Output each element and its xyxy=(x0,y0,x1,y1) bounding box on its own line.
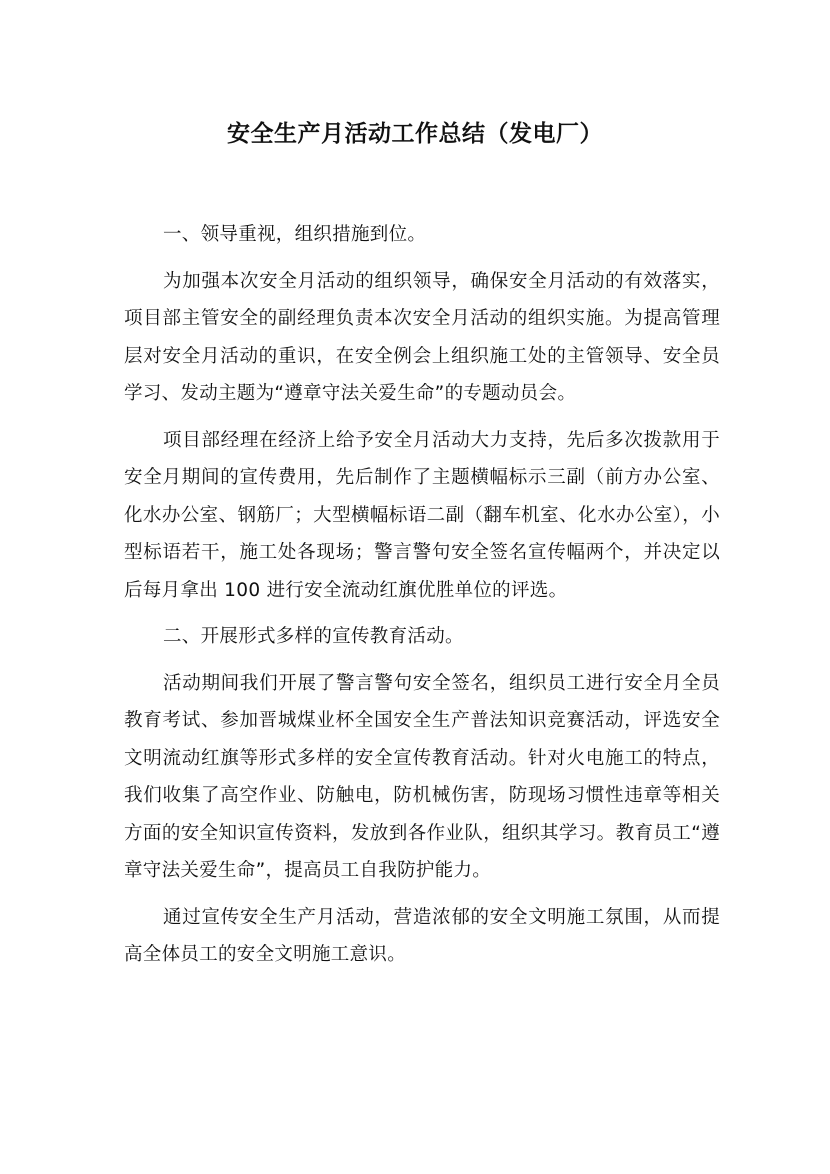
paragraph: 为加强本次安全月活动的组织领导，确保安全月活动的有效落实，项目部主管安全的副经理负责本次安全月活动的组织实施。为提高管理层对安全月活动的重识，在安全例会上组织施工处的主管领导、安全员学习、发动主题为“遵章守法关爱生命”的专题动员会。 xyxy=(124,270,720,404)
paragraph: 活动期间我们开展了警言警句安全签名，组织员工进行安全月全员教育考试、参加晋城煤业杯全国安全生产普法知识竞赛活动，评选安全文明流动红旗等形式多样的安全宣传教育活动。针对火电施工的特点，我们收集了高空作业、防触电，防机械伤害，防现场习惯性违章等相关方面的安全知识宣传资料，发放到各作业队，组织其学习。教育员工“遵章守法关爱生命”，提高员工自我防护能力。 xyxy=(124,672,720,881)
paragraph: 通过宣传安全生产月活动，营造浓郁的安全文明施工氛围，从而提高全体员工的安全文明施工意识。 xyxy=(124,906,720,965)
section-heading-1: 一、领导重视，组织措施到位。 xyxy=(163,224,427,245)
section-heading-2: 二、开展形式多样的宣传教育活动。 xyxy=(163,626,464,647)
document-body xyxy=(124,216,720,983)
document-title: 安全生产月活动工作总结（发电厂） xyxy=(227,121,603,147)
paragraph: 项目部经理在经济上给予安全月活动大力支持，先后多次拨款用于安全月期间的宣传费用，先后制作了主题横幅标示三副（前方办公室、化水办公室、钢筋厂；大型横幅标语二副（翻车机室、化水办公室），小型标语若干，施工处各现场；警言警句安全签名宣传幅两个，并决定以后每月拿出 100 进行安全流动红旗优胜单位的评选。 xyxy=(124,429,720,601)
